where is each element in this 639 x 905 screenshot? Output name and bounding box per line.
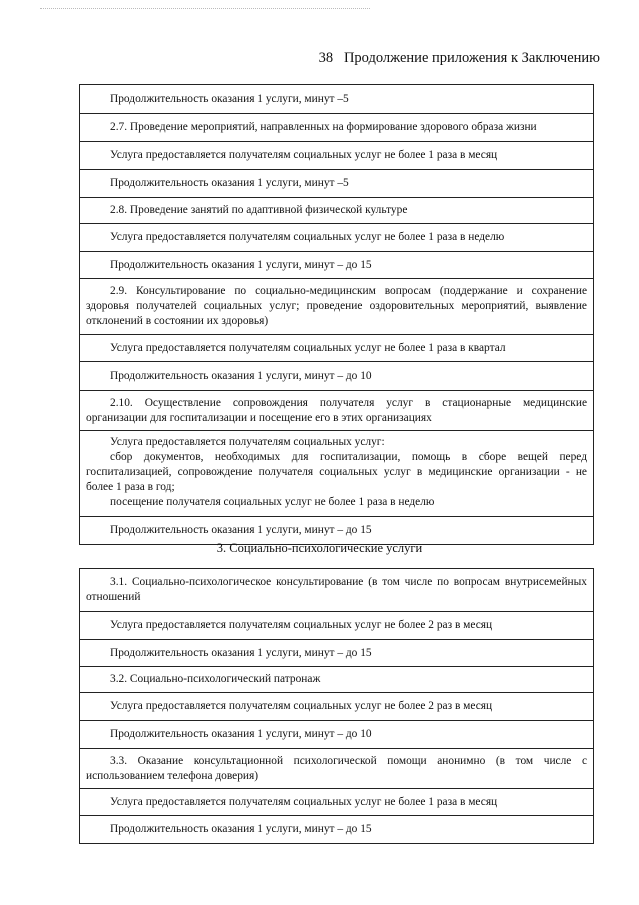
table-row: Продолжительность оказания 1 услуги, минут –5 xyxy=(110,92,349,105)
table-row: Услуга предоставляется получателям социальных услуг не более 1 раза в месяц xyxy=(80,141,593,169)
table-row: Продолжительность оказания 1 услуги, минут –5 xyxy=(80,169,593,197)
table-row: 3.3. Оказание консультационной психологической помощи анонимно (в том числе с использованием телефона доверия) xyxy=(80,748,593,788)
section-title: 3. Социально-психологические услуги xyxy=(216,541,423,555)
table-row: 2.8. Проведение занятий по адаптивной физической культуре xyxy=(80,197,593,223)
services-table-2 xyxy=(79,84,594,545)
scan-artifact xyxy=(40,8,370,11)
table-row: Продолжительность оказания 1 услуги, минут – до 15 xyxy=(80,639,593,666)
table-row: Услуга предоставляется получателям социальных услуг не более 1 раза в месяц xyxy=(80,788,593,815)
header-title: Продолжение приложения к Заключению xyxy=(343,50,600,66)
table-row: Продолжительность оказания 1 услуги, минут – до 15 xyxy=(80,516,593,544)
table-row: Услуга предоставляется получателям социальных услуг не более 2 раз в месяц xyxy=(80,692,593,720)
page-header xyxy=(0,50,600,67)
table-row: 2.10. Осуществление сопровождения получателя услуг в стационарные медицинские организации для госпитализации и посещение его в этих организациях xyxy=(80,390,593,430)
table-row: Услуга предоставляется получателям социальных услуг: сбор документов, необходимых для госпитализации, помощь в сборе вещей перед госпитализацией, сопровождение получателя социальных услуг в медицинские организации - не более 1 раза в год; посещение получателя социальных услуг не более 1 раза в неделю xyxy=(80,430,593,516)
table-row: Услуга предоставляется получателям социальных услуг не более 2 раз в месяц xyxy=(80,611,593,639)
table-row: Услуга предоставляется получателям социальных услуг не более 1 раза в квартал xyxy=(80,334,593,361)
table-row: Продолжительность оказания 1 услуги, минут – до 15 xyxy=(80,251,593,278)
table-row: 3.2. Социально-психологический патронаж xyxy=(80,666,593,692)
table-row: 2.9. Консультирование по социально-медицинским вопросам (поддержание и сохранение здоровья получателей социальных услуг; проведение оздоровительных мероприятий, выявление отклонений в состоянии их здоровья) xyxy=(80,278,593,334)
table-row: Услуга предоставляется получателям социальных услуг не более 1 раза в неделю xyxy=(80,223,593,251)
table-row: Продолжительность оказания 1 услуги, минут – до 15 xyxy=(80,815,593,843)
table-row: Продолжительность оказания 1 услуги, минут – до 10 xyxy=(80,361,593,390)
page-number: 38 xyxy=(318,50,334,66)
table-row: 2.7. Проведение мероприятий, направленных на формирование здорового образа жизни xyxy=(80,113,593,141)
table-row: Продолжительность оказания 1 услуги, минут – до 10 xyxy=(80,720,593,748)
services-table-3 xyxy=(79,568,594,844)
table-row: 3.1. Социально-психологическое консультирование (в том числе по вопросам внутрисемейных отношений xyxy=(86,576,587,603)
